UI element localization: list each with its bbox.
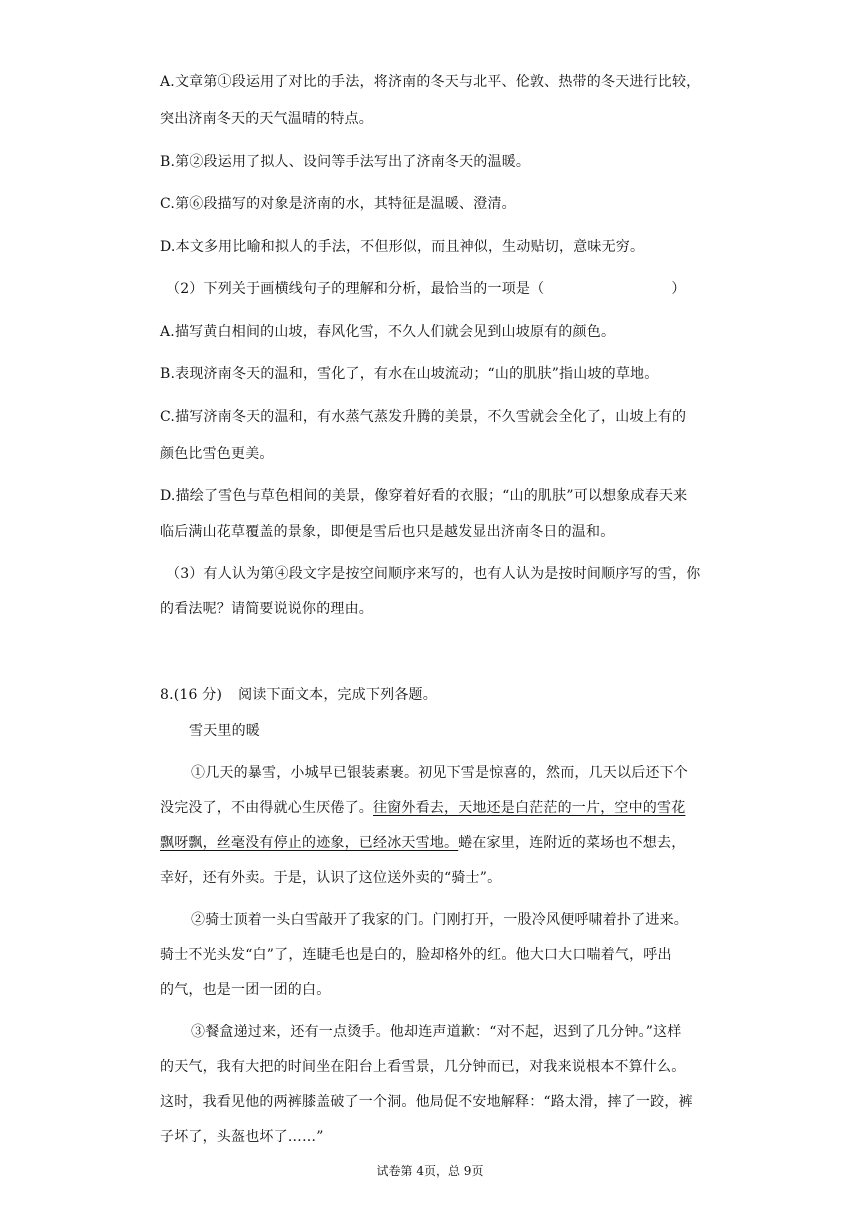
option-d: D.本文多用比喻和拟人的手法，不但形似，而且神似，生动贴切，意味无穷。 xyxy=(160,239,645,255)
question-8-instruction: 阅读下面文本，完成下列各题。 xyxy=(238,687,437,703)
passage-title: 雪天里的暖 xyxy=(189,723,260,739)
page-footer: 试卷第 4页，总 9页 xyxy=(376,1164,484,1178)
q2-option-a: A.描写黄白相间的山坡，春风化雪，不久人们就会见到山坡原有的颜色。 xyxy=(160,324,616,340)
paragraph-3-line-2: 的天气，我有大把的时间坐在阳台上看雪景，几分钟而已，对我来说根本不算什么。 xyxy=(160,1059,686,1075)
paragraph-1-line-4: 幸好，还有外卖。于是，认识了这位送外卖的“骑士”。 xyxy=(160,870,502,886)
paragraph-1-text: 没完没了，不由得就心生厌倦了。 xyxy=(160,800,373,816)
option-a-line-2: 突出济南冬天的天气温晴的特点。 xyxy=(160,111,373,127)
underlined-sentence-part-2: 飘呀飘，丝毫没有停止的迹象，已经冰天雪地。 xyxy=(160,835,459,851)
question-3-line-2: 的看法呢？请简要说说你的理由。 xyxy=(160,601,373,617)
underlined-sentence-part-1: 往窗外看去，天地还是白茫茫的一片，空中的雪花 xyxy=(373,800,686,816)
paragraph-2-line-1: ②骑士顶着一头白雪敲开了我家的门。门刚打开，一股冷风便呼啸着扑了进来。 xyxy=(191,912,688,928)
paragraph-3-line-3: 这时，我看见他的两裤膝盖破了一个洞。他局促不安地解释：“路太滑，摔了一跤，裤 xyxy=(160,1094,693,1110)
paragraph-2-line-2: 骑士不光头发“白”了，连睫毛也是白的，脸却格外的红。他大口大口喘着气，呼出 xyxy=(160,947,672,963)
paragraph-3-line-1: ③餐盒递过来，还有一点烫手。他却连声道歉：“对不起，迟到了几分钟。”这样 xyxy=(191,1024,682,1040)
question-2-close-paren: ） xyxy=(671,281,686,297)
paragraph-1-text-cont: 蜷在家里，连附近的菜场也不想去， xyxy=(458,835,686,851)
q2-option-d-line-2: 临后满山花草覆盖的景象，即便是雪后也只是越发显出济南冬日的温和。 xyxy=(160,524,615,540)
question-3-line-1: （3）有人认为第④段文字是按空间顺序来写的，也有人认为是按时间顺序写的雪，你 xyxy=(166,566,701,582)
question-2-prompt xyxy=(166,278,686,298)
paragraph-1-line-1: ①几天的暴雪，小城早已银装素裹。初见下雪是惊喜的，然而，几天以后还下个 xyxy=(191,765,688,781)
question-8-number: 8.(16 分) xyxy=(160,687,223,703)
question-8-header xyxy=(160,684,437,704)
option-c: C.第⑥段描写的对象是济南的水，其特征是温暖、澄清。 xyxy=(160,196,516,212)
paragraph-3-line-4: 子坏了，头盔也坏了……” xyxy=(160,1129,324,1145)
question-2-prompt-text: （2）下列关于画横线句子的理解和分析，最恰当的一项是（ xyxy=(166,281,545,297)
q2-option-c-line-1: C.描写济南冬天的温和，有水蒸气蒸发升腾的美景，不久雪就会全化了，山坡上有的 xyxy=(160,409,687,425)
option-b: B.第②段运用了拟人、设问等手法写出了济南冬天的温暖。 xyxy=(160,154,531,170)
option-a-line-1: A.文章第①段运用了对比的手法，将济南的冬天与北平、伦敦、热带的冬天进行比较， xyxy=(160,74,701,90)
q2-option-b: B.表现济南冬天的温和，雪化了，有水在山坡流动；“山的肌肤”指山坡的草地。 xyxy=(160,366,659,382)
q2-option-d-line-1: D.描绘了雪色与草色相间的美景，像穿着好看的衣服；“山的肌肤”可以想象成春天来 xyxy=(160,488,688,504)
q2-option-c-line-2: 颜色比雪色更美。 xyxy=(160,446,274,462)
paragraph-2-line-3: 的气，也是一团一团的白。 xyxy=(160,982,331,998)
paragraph-1-line-3 xyxy=(160,832,685,852)
paragraph-1-line-2 xyxy=(160,797,685,817)
